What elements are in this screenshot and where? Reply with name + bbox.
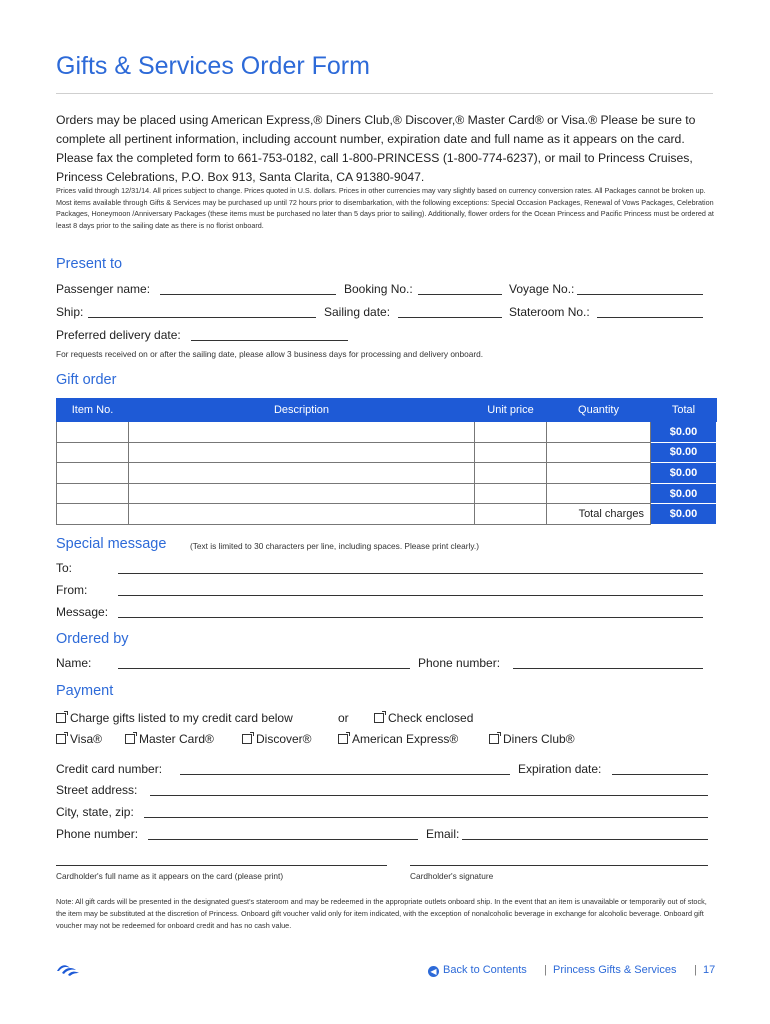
intro-paragraph: Orders may be placed using American Express,® Diners Club,® Discover,® Master Card® or Visa.® Please be sure to complete all pertinent information, including account number, expiration date and full name as it appears on the card. Please fax the completed form to 661-753-0182, call 1-800-PRINCESS (1-800-774-6237), or mail to Princess Cruises, Princess Celebrations, P.O. Box 913, Santa Clarita, CA 91380-9047. — [56, 113, 696, 184]
note-paragraph: Note: All gift cards will be presented in the designated guest's stateroom and may be redeemed in the appropriate outlets onboard ship. In the event that an item is unavailable or temporarily out of stock, the item may be substituted at the discretion of Princess. Onboard gift voucher valid only for item indicated, with the exception of nonalcoholic beverage in exchange for alcoholic beverage. Onboard gift voucher may not be redeemed for onboard credit and has no cash value. — [56, 897, 707, 930]
description-cell[interactable] — [129, 463, 475, 484]
row-total-cell: $0.00 — [651, 483, 717, 504]
ordered-by-heading: Ordered by — [56, 631, 129, 647]
checkbox-icon — [374, 713, 384, 723]
check-enclosed-label: Check enclosed — [388, 711, 474, 725]
discover-label: Discover® — [256, 732, 312, 746]
discover-option[interactable] — [242, 732, 312, 746]
message-label: Message: — [56, 605, 109, 619]
back-to-contents-link[interactable] — [428, 964, 527, 977]
cardholder-name-label: Cardholder's full name as it appears on the card (please print) — [56, 871, 284, 881]
payment-phone-field[interactable] — [148, 839, 418, 840]
or-text: or — [338, 711, 349, 725]
email-label: Email: — [426, 827, 460, 841]
to-label: To: — [56, 561, 73, 575]
item-no-cell[interactable] — [57, 463, 129, 484]
master-card-option[interactable] — [125, 732, 214, 746]
booking-no-field[interactable] — [418, 294, 502, 295]
item-no-cell[interactable] — [57, 422, 129, 443]
unit-price-cell[interactable] — [475, 422, 547, 443]
description-cell[interactable] — [129, 483, 475, 504]
table-row — [57, 463, 717, 484]
description-cell[interactable] — [129, 442, 475, 463]
page-number: 17 — [703, 964, 716, 976]
passenger-name-field[interactable] — [160, 294, 336, 295]
checkbox-icon — [56, 713, 66, 723]
present-to-heading: Present to — [56, 256, 123, 272]
cardholder-name-field[interactable] — [56, 865, 387, 866]
payment-heading: Payment — [56, 683, 114, 699]
footer-section-title: Princess Gifts & Services — [553, 964, 677, 976]
checkbox-icon — [125, 734, 135, 744]
charge-card-label: Charge gifts listed to my credit card below — [70, 711, 293, 725]
item-no-cell[interactable] — [57, 504, 129, 525]
master-card-label: Master Card® — [139, 732, 214, 746]
ship-label: Ship: — [56, 305, 84, 319]
cardholder-signature-label: Cardholder's signature — [410, 871, 494, 881]
message-field[interactable] — [118, 617, 703, 618]
quantity-cell[interactable] — [547, 483, 651, 504]
total-charges-label: Total charges — [547, 504, 651, 525]
voyage-no-label: Voyage No.: — [509, 282, 575, 296]
total-charges-value: $0.00 — [651, 504, 717, 525]
table-row — [57, 483, 717, 504]
booking-no-label: Booking No.: — [344, 282, 413, 296]
total-charges-row — [57, 504, 717, 525]
unit-price-cell[interactable] — [475, 463, 547, 484]
gift-order-heading: Gift order — [56, 372, 117, 388]
from-label: From: — [56, 583, 88, 597]
voyage-no-field[interactable] — [577, 294, 703, 295]
back-to-contents-label: Back to Contents — [443, 964, 527, 976]
title-divider — [56, 93, 713, 94]
name-label: Name: — [56, 656, 92, 670]
unit-price-cell[interactable] — [475, 504, 547, 525]
passenger-name-label: Passenger name: — [56, 282, 151, 296]
ship-field[interactable] — [88, 317, 316, 318]
quantity-cell[interactable] — [547, 442, 651, 463]
description-cell[interactable] — [129, 504, 475, 525]
city-label: City, state, zip: — [56, 805, 134, 819]
expiration-field[interactable] — [612, 774, 708, 775]
table-row — [57, 442, 717, 463]
expiration-label: Expiration date: — [518, 762, 602, 776]
row-total-cell: $0.00 — [651, 442, 717, 463]
visa-option[interactable] — [56, 732, 102, 746]
table-row — [57, 422, 717, 443]
cardholder-signature-field[interactable] — [410, 865, 708, 866]
gift-order-table — [56, 398, 717, 525]
description-cell[interactable] — [129, 422, 475, 443]
column-header-total: Total — [651, 399, 717, 422]
check-enclosed-option[interactable] — [374, 711, 473, 725]
stateroom-no-label: Stateroom No.: — [509, 305, 590, 319]
preferred-delivery-field[interactable] — [191, 340, 348, 341]
princess-logo-icon — [56, 962, 80, 976]
special-message-heading: Special message — [56, 536, 167, 552]
email-field[interactable] — [462, 839, 708, 840]
street-field[interactable] — [150, 795, 708, 796]
diners-club-label: Diners Club® — [503, 732, 575, 746]
unit-price-cell[interactable] — [475, 442, 547, 463]
city-field[interactable] — [144, 817, 708, 818]
preferred-delivery-label: Preferred delivery date: — [56, 328, 181, 342]
fine-print: Prices valid through 12/31/14. All prices subject to change. Prices quoted in U.S. dollars. Prices in other currencies may vary slightly based on currency conversion rates. All Packages cannot be broken up. Most items available through Gifts & Services may be purchased up until 72 hours prior to disembarkation, with the following exceptions: Special Occasion Packages, Renewal of Vows Packages, Celebration Packages, Honeymoon /Anniversary Packages (these items must be purchased no later than 5 days prior to sailing). Additionally, flower orders for the Ocean Princess and Pacific Princess must be ordered at least 8 days prior to the sailing date as there is no florist onboard. — [56, 186, 714, 230]
column-header-quantity: Quantity — [547, 399, 651, 422]
column-header-unit-price: Unit price — [475, 399, 547, 422]
delivery-note: For requests received on or after the sailing date, please allow 3 business days for processing and delivery onboard. — [56, 349, 484, 359]
checkbox-icon — [338, 734, 348, 744]
ordered-phone-field[interactable] — [513, 668, 703, 669]
checkbox-icon — [489, 734, 499, 744]
name-field[interactable] — [118, 668, 410, 669]
charge-card-option[interactable] — [56, 711, 293, 725]
visa-label: Visa® — [70, 732, 102, 746]
american-express-label: American Express® — [352, 732, 459, 746]
card-number-field[interactable] — [180, 774, 510, 775]
item-no-cell[interactable] — [57, 442, 129, 463]
footer-separator: | — [544, 964, 547, 976]
diners-club-option[interactable] — [489, 732, 575, 746]
row-total-cell: $0.00 — [651, 422, 717, 443]
row-total-cell: $0.00 — [651, 463, 717, 484]
unit-price-cell[interactable] — [475, 483, 547, 504]
american-express-option[interactable] — [338, 732, 458, 746]
column-header-description: Description — [129, 399, 475, 422]
street-label: Street address: — [56, 783, 138, 797]
checkbox-icon — [242, 734, 252, 744]
from-field[interactable] — [118, 595, 703, 596]
back-arrow-icon: ◀ — [428, 966, 439, 977]
checkbox-icon — [56, 734, 66, 744]
stateroom-no-field[interactable] — [597, 317, 703, 318]
card-number-label: Credit card number: — [56, 762, 163, 776]
special-message-hint: (Text is limited to 30 characters per line, including spaces. Please print clearly.) — [190, 541, 479, 551]
column-header-item-no: Item No. — [57, 399, 129, 422]
table-header-row — [57, 399, 717, 422]
to-field[interactable] — [118, 573, 703, 574]
item-no-cell[interactable] — [57, 483, 129, 504]
sailing-date-field[interactable] — [398, 317, 502, 318]
quantity-cell[interactable] — [547, 463, 651, 484]
footer-separator: | — [694, 964, 697, 976]
ordered-phone-label: Phone number: — [418, 656, 501, 670]
quantity-cell[interactable] — [547, 422, 651, 443]
page-title: Gifts & Services Order Form — [56, 52, 370, 80]
payment-phone-label: Phone number: — [56, 827, 139, 841]
sailing-date-label: Sailing date: — [324, 305, 391, 319]
